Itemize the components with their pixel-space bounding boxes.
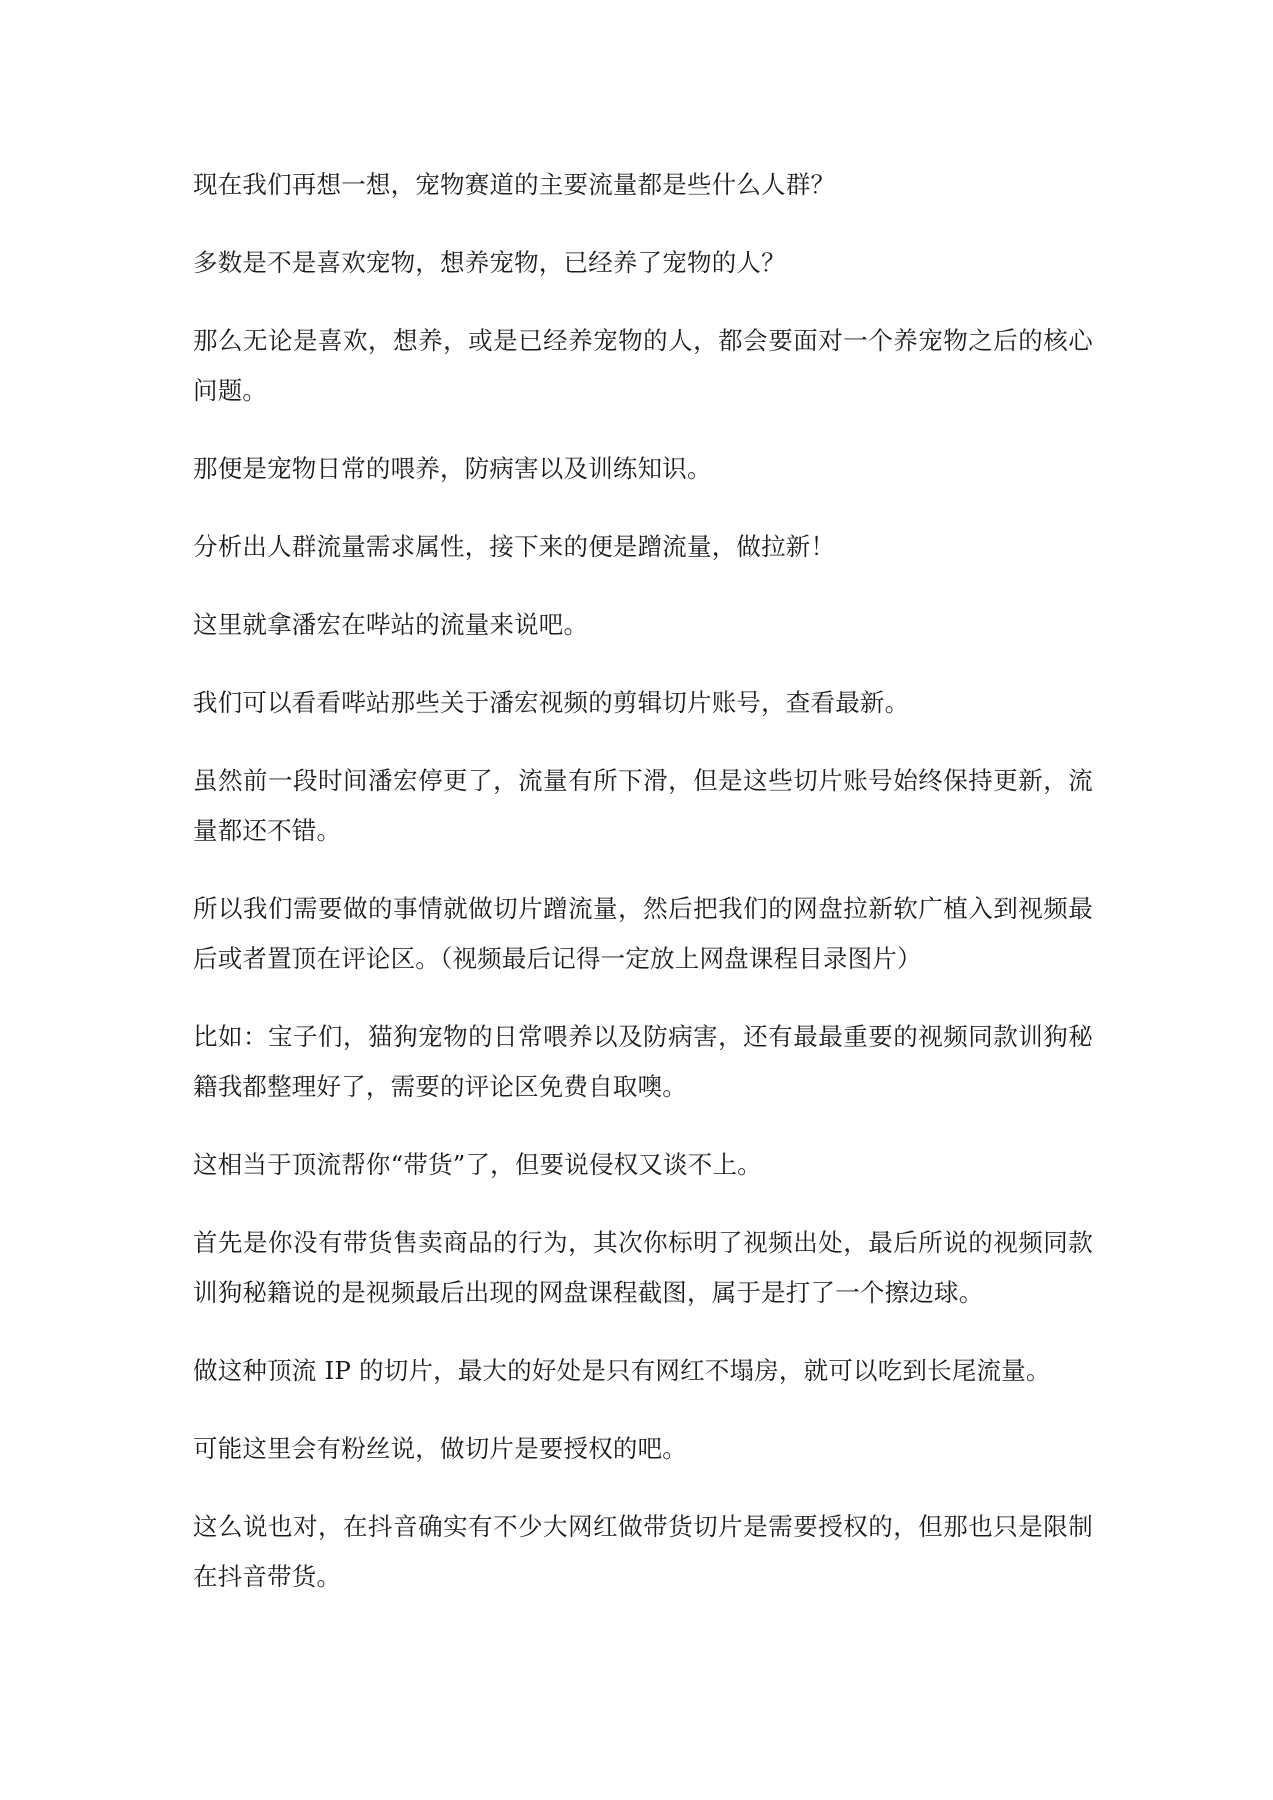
paragraph: 那便是宠物日常的喂养，防病害以及训练知识。 (193, 454, 712, 483)
paragraph: 首先是你没有带货售卖商品的行为，其次你标明了视频出处，最后所说的视频同款训狗秘籍说的是视频最后出现的网盘课程截图，属于是打了一个擦边球。 (193, 1228, 1093, 1307)
paragraph: 我们可以看看哔站那些关于潘宏视频的剪辑切片账号，查看最新。 (193, 688, 910, 717)
paragraph: 比如：宝子们，猫狗宠物的日常喂养以及防病害，还有最最重要的视频同款训狗秘籍我都整理好了，需要的评论区免费自取噢。 (193, 1022, 1093, 1101)
paragraph: 那么无论是喜欢，想养，或是已经养宠物的人，都会要面对一个养宠物之后的核心问题。 (193, 326, 1093, 405)
paragraph: 这么说也对，在抖音确实有不少大网红做带货切片是需要授权的，但那也只是限制在抖音带货。 (193, 1512, 1093, 1591)
document-body (193, 160, 1093, 1630)
paragraph: 这相当于顶流帮你“带货”了，但要说侵权又谈不上。 (193, 1150, 762, 1179)
paragraph: 多数是不是喜欢宠物，想养宠物，已经养了宠物的人？ (193, 248, 786, 277)
paragraph: 分析出人群流量需求属性，接下来的便是蹭流量，做拉新！ (193, 532, 836, 561)
paragraph: 所以我们需要做的事情就做切片蹭流量，然后把我们的网盘拉新软广植入到视频最后或者置顶在评论区。（视频最后记得一定放上网盘课程目录图片） (193, 894, 1093, 973)
paragraph: 现在我们再想一想，宠物赛道的主要流量都是些什么人群？ (193, 170, 836, 199)
paragraph: 可能这里会有粉丝说，做切片是要授权的吧。 (193, 1434, 687, 1463)
paragraph: 这里就拿潘宏在哔站的流量来说吧。 (193, 610, 589, 639)
paragraph: 虽然前一段时间潘宏停更了，流量有所下滑，但是这些切片账号始终保持更新，流量都还不错。 (193, 766, 1093, 845)
paragraph: 做这种顶流 IP 的切片，最大的好处是只有网红不塌房，就可以吃到长尾流量。 (193, 1356, 1051, 1385)
